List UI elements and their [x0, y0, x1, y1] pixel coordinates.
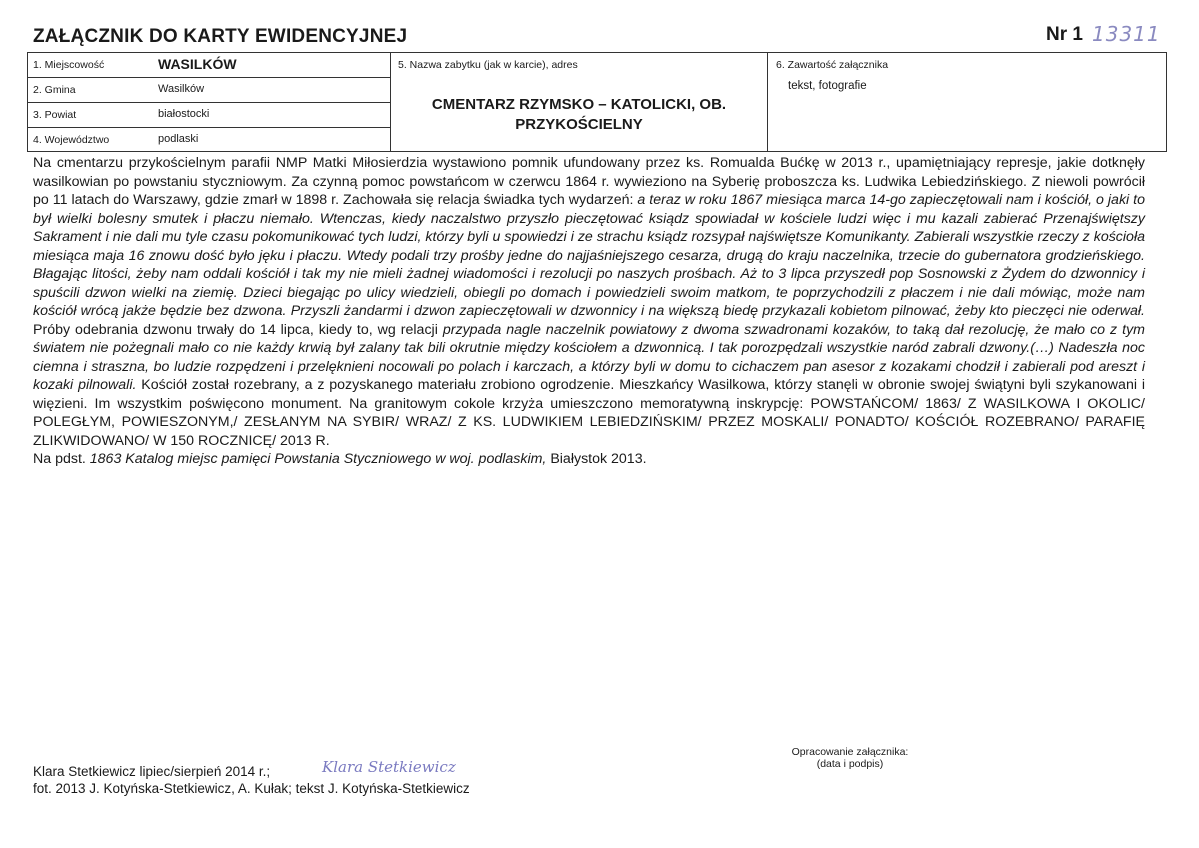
- powiat-label: 3. Powiat: [33, 109, 77, 121]
- gmina-label: 2. Gmina: [33, 84, 76, 96]
- powiat-value: białostocki: [158, 108, 210, 120]
- gmina-value: Wasilków: [158, 83, 205, 95]
- attachment-contents-label: 6. Zawartość załącznika: [776, 59, 889, 71]
- text-segment: Kościół został rozebrany, a z pozyskanego materiału zrobiono ogrodzenie. Mieszkańcy Wasilkowa, którzy stanęli w obronie swojej świątyni byli szykanowani i więzieni. Im wszystkim poświęcono monument. Na granitowym cokole krzyża umieszczono memoratywną inskrypcję: POWSTAŃCOM/ 1863/ Z WASILKOWA I OKOLIC/ POLEGŁYM, POWIESZONYM,/ ZESŁANYM NA SYBIR/ WRAZ/ Z KS. LUDWIKIEM LEBIEDZIŃSKIM/ PRZEZ MOSKALI/ PONADTO/ KOŚCIÓŁ ROZEBRANO/ PARAFIĘ ZLIKWIDOWANO/ W 150 ROCZNICĘ/ 2013 R.: [33, 377, 1145, 449]
- monument-name-label: 5. Nazwa zabytku (jak w karcie), adres: [398, 59, 578, 71]
- author-line: Klara Stetkiewicz lipiec/sierpień 2014 r.;: [33, 764, 271, 779]
- attachment-number: Nr 1: [1046, 24, 1083, 45]
- preparation-label: Opracowanie załącznika:: [791, 746, 909, 758]
- citation-title: 1863 Katalog miejsc pamięci Powstania Styczniowego w woj. podlaskim,: [89, 451, 547, 467]
- field-row-wojewodztwo: [28, 128, 390, 153]
- field-row-gmina: [28, 78, 390, 103]
- handwritten-signature: Klara Stetkiewicz: [322, 758, 456, 776]
- monument-name-line-1: CMENTARZ RZYMSKO – KATOLICKI, OB.: [431, 96, 727, 113]
- preparation-note: [765, 746, 935, 770]
- wojewodztwo-label: 4. Województwo: [33, 134, 110, 146]
- attachment-contents-column: [768, 53, 1166, 151]
- witness-quote: a teraz w roku 1867 miesiąca marca 14-go zapieczętowali nam i kościół, o jaki to był wielki bolesny smutek i płaczu niemało. Wtenczas, kiedy naczalstwo przyszło pieczętować ksiądz spowiadał w kościele ludzi więc i mu kazali zabierać Przenajświętszy Sakrament i nie dali mu tyle czasu pokomunikować tych ludzi, którzy byli u spowiedzi i ze strachu ksiądz rozsypał najświętsze Komunikanty. Zabierali wszystkie rzeczy z kościoła miesiąca maja 16 znowu dość było jęku i płaczu. Wtedy podali trzy prośby jedne do najjaśniejszego cesarza, drugą do kraju naczelnika, trzecie do gubernatora grodzieńskiego. Błagając litości, żeby nam oddali kościół i tak my nie mieli żadnej wiadomości i rezolucji po naszych prośbach. Aż to 3 lipca przyszedł pop Sosnowski z Żydem do dzwonnicy i spuścili dzwon wielki na ziemię. Dzieci biegając po ulicy wiedzieli, obiegli po domach i powiedzieli swoim matkom, te poprzychodzili z płaczem i nie dali mówiąc, może nam kościół wrócą jakże będzie bez dzwona. Przyszli żandarmi i dzwon zapieczętowali w dzwonnicy i na większą biedę przykazali kobietom pilnować, żeby kto pieczęci nie oderwał.: [33, 192, 1146, 319]
- monument-name: [391, 95, 767, 135]
- attachment-contents-value: tekst, fotografie: [788, 80, 867, 92]
- witness-quote: przypada nagle naczelnik powiatowy z dwoma szwadronami kozaków, to taką dał rezolucję, że mało co z tym światem nie pożegnali mało co nie każdy krwią był zalany tak bili okrutnie między kościołem a dzwonnicą. I tak porozpędzali wszystkie naród zabrali dzwony.(…) Nadeszła noc ciemna i straszna, bo ludzie rozpędzeni i przelęknieni nocowali po polach i karczach, a którzy byli w domu to cichaczem pan asesor z kozakami chodził i zabierali pod areszt i kozaki pilnowali.: [33, 321, 1145, 393]
- location-column: [28, 53, 391, 151]
- credits-line: fot. 2013 J. Kotyńska-Stetkiewicz, A. Kułak; tekst J. Kotyńska-Stetkiewicz: [33, 781, 470, 796]
- monument-name-line-2: PRZYKOŚCIELNY: [515, 116, 643, 133]
- source-citation: [33, 450, 1145, 469]
- citation-suffix: Białystok 2013.: [546, 451, 647, 467]
- text-segment: Próby odebrania dzwonu trwały do 14 lipca, kiedy to, wg relacji: [33, 321, 443, 338]
- monument-name-column: [391, 53, 768, 151]
- preparation-hint: (data i podpis): [816, 758, 884, 770]
- field-row-powiat: [28, 103, 390, 128]
- miejscowosc-value: WASILKÓW: [158, 56, 237, 72]
- text-segment: Na cmentarzu przykościelnym parafii NMP Matki Miłosierdzia wystawiono pomnik ufundowany przez ks. Romualda Bućkę w 2013 r., upamiętniający represje, jakie dotknęły wasilkowian po powstaniu styczniowym. Za czynną pomoc powstańcom w czerwcu 1864 r. wywieziono na Syberię proboszcza ks. Ludwika Lebiedzińskiego. Z niewoli powrócił po 11 latach do Warszawy, gdzie zmarł w 1898 r. Zachowała się relacja świadka tych wydarzeń:: [33, 155, 1145, 208]
- citation-prefix: Na pdst.: [33, 451, 90, 467]
- description-text: [33, 154, 1145, 469]
- wojewodztwo-value: podlaski: [158, 133, 199, 145]
- record-header-table: [27, 52, 1167, 152]
- miejscowosc-label: 1. Miejscowość: [33, 59, 105, 71]
- handwritten-registry-number: 13311: [1092, 22, 1161, 46]
- description-paragraph: [33, 154, 1145, 450]
- field-row-miejscowosc: [28, 53, 390, 78]
- document-title: ZAŁĄCZNIK DO KARTY EWIDENCYJNEJ: [33, 26, 408, 47]
